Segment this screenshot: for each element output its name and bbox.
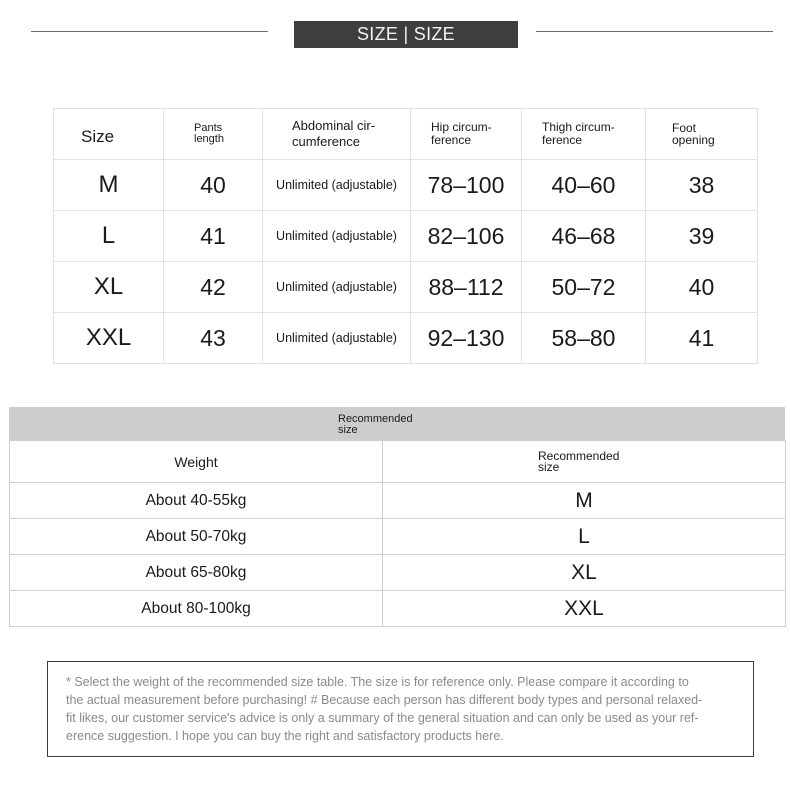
header-abdominal-circumference: Abdominal cir- cumference (263, 109, 411, 160)
header-foot-opening: Foot opening (646, 109, 758, 160)
recommended-size-title: Recommended size (9, 407, 785, 440)
recommended-header-row (10, 441, 786, 483)
table-row (54, 262, 758, 313)
page-title (294, 21, 518, 48)
header-thigh-circumference: Thigh circum- ference (522, 109, 646, 160)
header-pants-length: Pants length (164, 109, 263, 160)
cell-abdominal: Unlimited (adjustable) (263, 313, 411, 364)
divider-right (536, 31, 773, 32)
header-hip-circumference: Hip circum- ference (411, 109, 522, 160)
cell-hip: 88–112 (411, 262, 522, 313)
header-recommended-size: Recommended size (383, 441, 786, 483)
cell-foot-opening: 38 (646, 160, 758, 211)
note-line: fit likes, our customer service's advice is only a summary of the general situation and can only be used as your ref- (66, 711, 699, 725)
size-chart-table (53, 108, 758, 364)
note-line: * Select the weight of the recommended size table. The size is for reference only. Please compare it according to (66, 675, 689, 689)
cell-abdominal: Unlimited (adjustable) (263, 211, 411, 262)
cell-abdominal: Unlimited (adjustable) (263, 262, 411, 313)
table-row (54, 160, 758, 211)
note-line: the actual measurement before purchasing! # Because each person has different body types and personal relaxed- (66, 693, 703, 707)
page-title-text: SIZE | SIZE (357, 24, 455, 44)
cell-size: L (54, 211, 164, 262)
table-row (10, 483, 786, 519)
note-line: erence suggestion. I hope you can buy the right and satisfactory products here. (66, 729, 504, 743)
cell-thigh: 40–60 (522, 160, 646, 211)
cell-weight: About 80-100kg (10, 591, 383, 627)
cell-pants-length: 42 (164, 262, 263, 313)
cell-thigh: 46–68 (522, 211, 646, 262)
cell-pants-length: 43 (164, 313, 263, 364)
cell-recommended-size: XXL (383, 591, 786, 627)
cell-thigh: 50–72 (522, 262, 646, 313)
cell-foot-opening: 41 (646, 313, 758, 364)
cell-abdominal: Unlimited (adjustable) (263, 160, 411, 211)
cell-pants-length: 41 (164, 211, 263, 262)
cell-recommended-size: XL (383, 555, 786, 591)
header-size: Size (54, 109, 164, 160)
cell-foot-opening: 40 (646, 262, 758, 313)
table-row (10, 555, 786, 591)
cell-hip: 82–106 (411, 211, 522, 262)
cell-size: XXL (54, 313, 164, 364)
cell-weight: About 40-55kg (10, 483, 383, 519)
recommended-size-table (9, 440, 786, 627)
cell-pants-length: 40 (164, 160, 263, 211)
cell-weight: About 50-70kg (10, 519, 383, 555)
header-weight: Weight (10, 441, 383, 483)
size-chart-header-row (54, 109, 758, 160)
cell-weight: About 65-80kg (10, 555, 383, 591)
cell-size: M (54, 160, 164, 211)
cell-thigh: 58–80 (522, 313, 646, 364)
size-disclaimer-note (47, 661, 754, 757)
cell-recommended-size: L (383, 519, 786, 555)
table-row (54, 211, 758, 262)
cell-hip: 92–130 (411, 313, 522, 364)
cell-size: XL (54, 262, 164, 313)
cell-foot-opening: 39 (646, 211, 758, 262)
table-row (10, 519, 786, 555)
cell-hip: 78–100 (411, 160, 522, 211)
table-row (54, 313, 758, 364)
table-row (10, 591, 786, 627)
divider-left (31, 31, 268, 32)
cell-recommended-size: M (383, 483, 786, 519)
